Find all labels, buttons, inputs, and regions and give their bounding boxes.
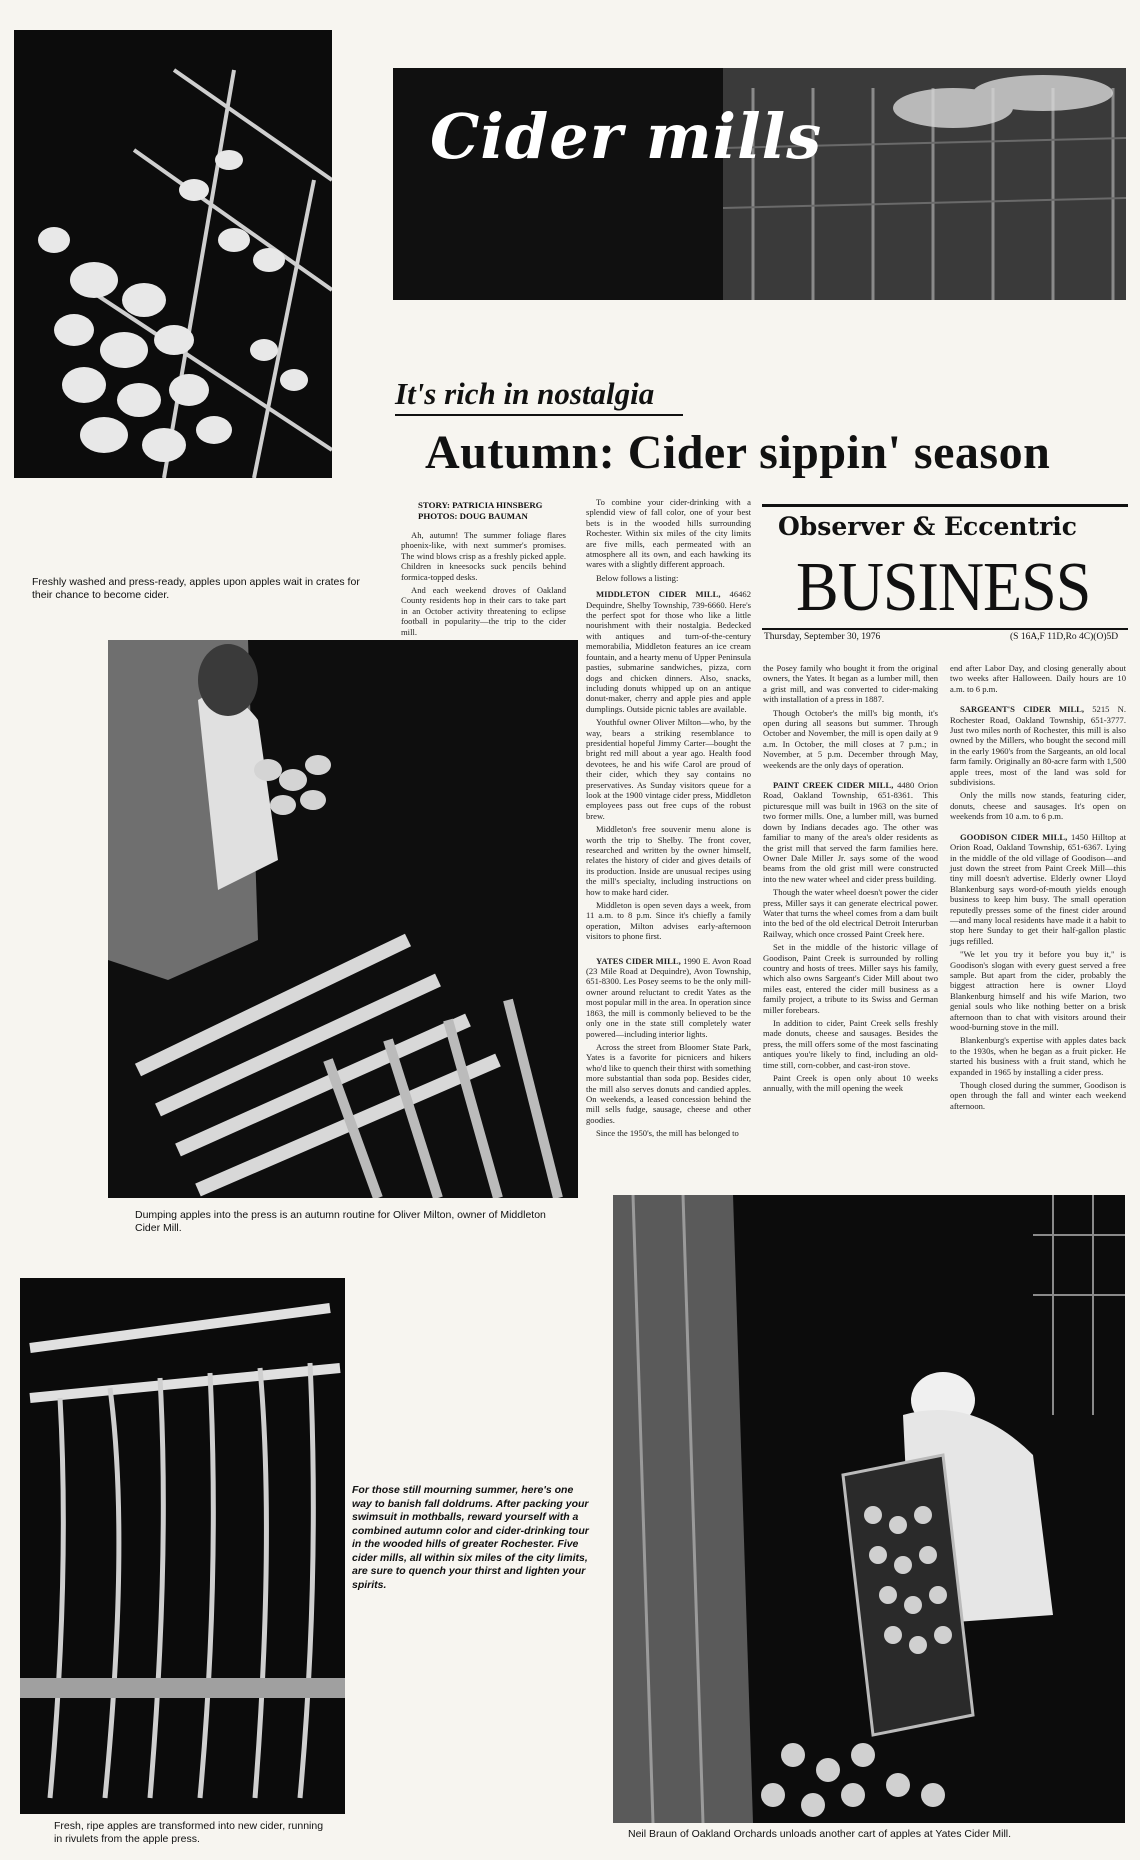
kicker: It's rich in nostalgia bbox=[395, 376, 655, 411]
paragraph: Middleton is open seven days a week, from 11 a.m. to 8 p.m. Since it's chiefly a family operation, Milton advises early-afternoon visitors to phone first. bbox=[586, 900, 751, 942]
paragraph: Ah, autumn! The summer foliage flares phoenix-like, with next summer's promises. The wind blows crisp as a freshly picked apple. Children in kneesocks suck pencils behind formica-topped desks. bbox=[401, 530, 566, 582]
paragraph: Though the water wheel doesn't power the cider press, Miller says it can generate electrical power. Water that turns the wheel comes from a dam built into the bed of the old electrical Detroit Interurban Railway, which once crossed Paint Creek here. bbox=[763, 887, 939, 939]
paragraph: Below follows a listing: bbox=[596, 572, 679, 583]
column-intro bbox=[401, 530, 566, 640]
masthead-date: Thursday, September 30, 1976 bbox=[764, 632, 881, 642]
byline-story: STORY: PATRICIA HINSBERG bbox=[418, 500, 543, 510]
middleton-heading: MIDDLETON CIDER MILL, bbox=[596, 589, 721, 600]
masthead-bottom-rule bbox=[762, 628, 1128, 630]
paragraph: Blankenburg's expertise with apples dates back to the 1930s, when he began as a fruit picker. He started his business with a fruit stand, which he expanded in 1965 by installing a cider press. bbox=[950, 1035, 1126, 1077]
paragraph: Though October's the mill's big month, it's open during all seasons but summer. Through October and November, the mill is open daily at 9 a.m. In October, the mill closes at 7 p.m.; in November, at 5 p.m. December through May, weekends are the only days of operation. bbox=[763, 707, 938, 770]
photo-milton-dumping-apples bbox=[108, 640, 578, 1198]
paragraph: Since the 1950's, the mill has belonged to bbox=[596, 1128, 739, 1139]
paragraph: Across the street from Bloomer State Park, Yates is a favorite for picnicers and hikers who'd like to quench their thirst with something more substantial than soda pop. Besides cider, the mill also serves donuts and candied apples. On weekends, a leased concession behind the mill sells fudge, sausage, cheese and other goodies. bbox=[586, 1041, 751, 1125]
paragraph: the Posey family who bought it from the original owners, the Yates. It began as a lumber mill, then a grist mill, and was converted to cider-making with installation of a press in 1887. bbox=[763, 663, 938, 705]
yates-entry: YATES CIDER MILL, 1990 E. Avon Road (23 Mile Road at Dequindre), Avon Township, 651-8300. Les Posey seems to be the only mill-owner around reluctant to credit Yates as the most popular mill in the area. In operation since 1863, the mill is commonly believed to be the only one in the state still completely water powered—including interior lights. bbox=[586, 955, 752, 1039]
paragraph: To combine your cider-drinking with a splendid view of fall color, one of your best bets is in the wooded hills surrounding Rochester. Within six miles of the city limits are five mills, each permeated with an atmosphere all its own, and each hawking its wares with a slightly different approach. bbox=[586, 497, 751, 570]
middleton-entry: MIDDLETON CIDER MILL, 46462 Dequindre, Shelby Township, 739-6660. Here's the perfect spot for those who like a little nourishment with their nostalgia. Bedecked with antiques and turn-of-the-century memorabilia, Middleton features an ice cream fountain, and a hearty menu of Upper Peninsula pasties, submarine sandwiches, pizza, corn dogs and chicken dinners. Also, snacks, including donuts whipped up on an antique donut-maker, cherry and apple pies and apple dumplings. Outside picnic tables are available. bbox=[586, 589, 751, 714]
paragraph: Paint Creek is open only about 10 weeks annually, with the mill opening the week bbox=[763, 1073, 938, 1094]
paragraph: "We let you try it before you buy it," is Goodison's slogan with every guest served a free sample. But apart from the cider, probably the biggest attraction here is owner Lloyd Blankenburg himself and his wife Marion, two genial souls who like nothing better on a brisk afternoon than to chat with visitors around their wood-burning stove in the mill. bbox=[950, 949, 1126, 1032]
paragraph: Set in the middle of the historic village of Goodison, Paint Creek is surrounded by rolling country and hosts of trees. Miller says his family, which also owns Sargeant's Cider Mill about two miles east, entered the cider mill business as a family project, a tribute to its Swiss and German miller forebears. bbox=[763, 942, 938, 1015]
goodison-heading: GOODISON CIDER MILL, bbox=[960, 831, 1068, 842]
sargeant-heading: SARGEANT'S CIDER MILL, bbox=[960, 704, 1085, 715]
pullquote: For those still mourning summer, here's one way to banish fall doldrums. After packing your swimsuit in mothballs, reward yourself with a combined autumn color and cider-drinking tour in the wooded hills of greater Rochester. Five cider mills, all within six miles of the city limits, are sure to quench your thirst and lighten your spirits. bbox=[352, 1484, 589, 1591]
column-middleton-yates bbox=[586, 497, 751, 1142]
paragraph: In addition to cider, Paint Creek sells freshly made donuts, cheese and sausages. Besides the press, the mill offers some of the most fascinating antiques you're likely to find, including an old-time still, corn-cobber, and cast-iron stove. bbox=[763, 1018, 938, 1070]
caption-braun: Neil Braun of Oakland Orchards unloads another cart of apples at Yates Cider Mill. bbox=[628, 1828, 1012, 1840]
paragraph: end after Labor Day, and closing generally about two weeks after Halloween. Daily hours are 10 a.m. to 6 p.m. bbox=[950, 663, 1126, 694]
byline bbox=[418, 500, 568, 522]
photo-neil-braun-unloading bbox=[613, 1195, 1125, 1823]
caption-crates: Freshly washed and press-ready, apples upon apples wait in crates for their chance to become cider. bbox=[32, 576, 360, 601]
yates-heading: YATES CIDER MILL, bbox=[596, 955, 681, 966]
paragraph: Youthful owner Oliver Milton—who, by the way, bears a striking resemblance to presidential hopeful Jimmy Carter—bought the bright red mill about a year ago. Health food devotees, he and his wife Carol are proud of their cider, which they say contains no preservatives. As Sunday visitors queue for a look at the 1900 vintage cider press, Middleton employees pass out free cups of the robust brew. bbox=[586, 717, 751, 821]
headline: Autumn: Cider sippin' season bbox=[425, 426, 1051, 479]
paint-creek-entry: PAINT CREEK CIDER MILL, 4480 Orion Road, Oakland Township, 651-8361. This picturesque mill was built in 1963 on the site of two former mills. One, a lumber mill, was burned down by Indians decades ago. The other was familiar to many of the area's older residents as the grist mill that served the farm families here. Owner Dale Miller Jr. says some of the wood beams from the old grist mill were constructed into the new water wheel and cider press building. bbox=[763, 780, 938, 884]
paragraph: Though closed during the summer, Goodison is open through the fall and winter each weekend afternoon. bbox=[950, 1080, 1126, 1111]
masthead-top-rule bbox=[762, 504, 1128, 507]
caption-milton: Dumping apples into the press is an autumn routine for Oliver Milton, owner of Middleton Cider Mill. bbox=[135, 1209, 546, 1234]
paint-creek-heading: PAINT CREEK CIDER MILL, bbox=[773, 780, 894, 791]
photo-cider-rivulets bbox=[20, 1278, 345, 1814]
column-sargeant-goodison bbox=[950, 663, 1126, 1114]
paragraph: Only the mills now stands, featuring cider, donuts, cheese and sausages. It's open on weekends from 10 a.m. to 6 p.m. bbox=[950, 790, 1126, 822]
byline-photos: PHOTOS: DOUG BAUMAN bbox=[418, 511, 528, 521]
masthead-name: Observer & Eccentric bbox=[778, 512, 1078, 541]
banner-title: Cider mills bbox=[430, 100, 823, 173]
masthead-code: (S 16A,F 11D,Ro 4C)(O)5D bbox=[1010, 632, 1119, 642]
kicker-rule bbox=[395, 414, 683, 416]
paragraph: And each weekend droves of Oakland County residents hop in their cars to take part in an October activity threatening to eclipse football in popularity—the trip to the cider mill. bbox=[401, 585, 566, 637]
column-paint-creek bbox=[763, 663, 938, 1097]
goodison-entry: GOODISON CIDER MILL, 1450 Hilltop at Orion Road, Oakland Township, 651-6367. Lying in the middle of the old village of Goodison—and just down the street from Paint Creek Mill—this tiny mill doesn't advertise. Elderly owner Lloyd Blankenburg says word-of-mouth yields enough business to keep him busy. The small operation reputedly presses some of the finest cider around—and many local residents have made it a habit to stop here Sunday to get their half-gallon plastic jugs refilled. bbox=[950, 831, 1126, 946]
paragraph: Middleton's free souvenir menu alone is worth the trip to Shelby. The front cover, researched and written by the owner himself, relates the history of cider and gives details of its production. Inside are unusual recipes using the mill's specialty, including instructions on how to make hard cider. bbox=[586, 824, 751, 897]
photo-apples-in-crates bbox=[14, 30, 332, 478]
caption-rivulets: Fresh, ripe apples are transformed into new cider, running in rivulets from the apple press. bbox=[54, 1820, 324, 1845]
masthead-section: BUSINESS bbox=[796, 547, 1091, 626]
sargeant-entry: SARGEANT'S CIDER MILL, 5215 N. Rochester Road, Oakland Township, 651-3777. Just two miles north of Rochester, this mill is also owned by the Millers, who bought the second mill in the early 1960's from the Sargeants, an old local farm family. Originally an 80-acre farm with 1,500 apple trees, most of the land was sold for subdivisions. bbox=[950, 704, 1126, 788]
